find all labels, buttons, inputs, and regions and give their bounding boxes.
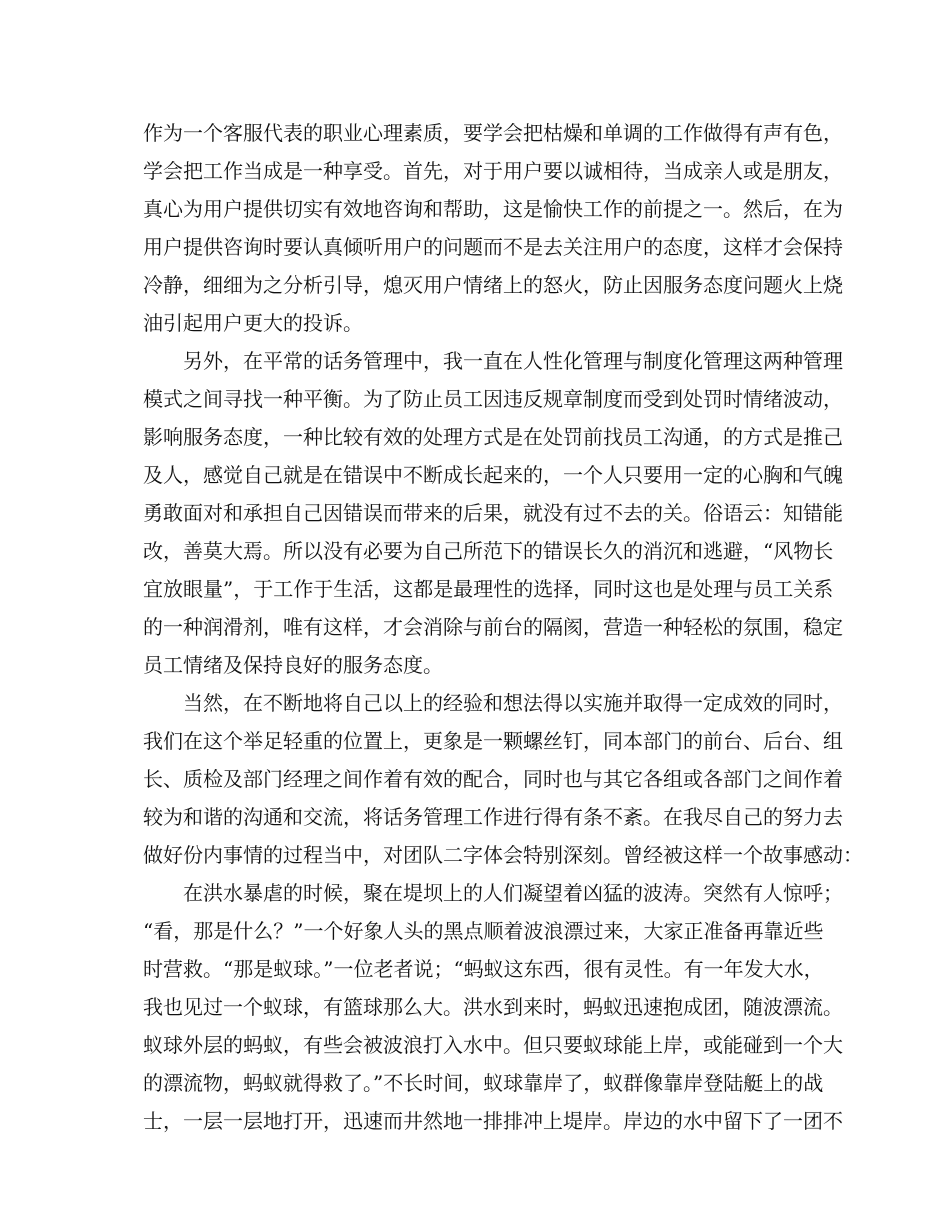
text-line: 的一种润滑剂，唯有这样，才会消除与前台的隔阂，营造一种轻松的氛围，稳定 — [143, 615, 843, 639]
text-line: 作为一个客服代表的职业心理素质，要学会把枯燥和单调的工作做得有声有色， — [143, 121, 843, 145]
text-line: 我也见过一个蚁球，有篮球那么大。洪水到来时，蚂蚁迅速抱成团，随波漂流。 — [143, 995, 843, 1019]
text-line: 模式之间寻找一种平衡。为了防止员工因违反规章制度而受到处罚时情绪波动， — [143, 387, 843, 411]
text-line: 油引起用户更大的投诉。 — [143, 311, 363, 335]
text-line: 我们在这个举足轻重的位置上，更象是一颗螺丝钉，同本部门的前台、后台、组 — [143, 729, 843, 753]
text-line: 士，一层一层地打开，迅速而井然地一排排冲上堤岸。岸边的水中留下了一团不 — [143, 1109, 843, 1133]
text-line: 真心为用户提供切实有效地咨询和帮助，这是愉快工作的前提之一。然后，在为 — [143, 197, 843, 221]
paragraph-first-line: 在洪水暴虐的时候，聚在堤坝上的人们凝望着凶猛的波涛。突然有人惊呼； — [183, 881, 843, 905]
paragraph-first-line: 当然，在不断地将自己以上的经验和想法得以实施并取得一定成效的同时， — [183, 691, 843, 715]
text-line: 冷静，细细为之分析引导，熄灭用户情绪上的怒火，防止因服务态度问题火上烧 — [143, 273, 843, 297]
text-line: 及人，感觉自己就是在错误中不断成长起来的，一个人只要用一定的心胸和气魄 — [143, 463, 843, 487]
paragraph-first-line: 另外，在平常的话务管理中，我一直在人性化管理与制度化管理这两种管理 — [183, 349, 843, 373]
text-line: 用户提供咨询时要认真倾听用户的问题而不是去关注用户的态度，这样才会保持 — [143, 235, 843, 259]
text-line: 学会把工作当成是一种享受。首先，对于用户要以诚相待，当成亲人或是朋友， — [143, 159, 843, 183]
text-line: 宜放眼量”，于工作于生活，这都是最理性的选择，同时这也是处理与员工关系 — [143, 577, 834, 601]
text-line: 做好份内事情的过程当中，对团队二字体会特别深刻。曾经被这样一个故事感动： — [143, 843, 863, 867]
text-line: 勇敢面对和承担自己因错误而带来的后果，就没有过不去的关。俗语云：知错能 — [143, 501, 843, 525]
text-line: 较为和谐的沟通和交流，将话务管理工作进行得有条不紊。在我尽自己的努力去 — [143, 805, 843, 829]
text-line: 影响服务态度，一种比较有效的处理方式是在处罚前找员工沟通，的方式是推己 — [143, 425, 843, 449]
text-line: 的漂流物，蚂蚁就得救了。”不长时间，蚁球靠岸了，蚁群像靠岸登陆艇上的战 — [143, 1071, 824, 1095]
text-line: “看，那是什么？”一个好象人头的黑点顺着波浪漂过来，大家正准备再靠近些 — [143, 919, 824, 943]
text-line: 员工情绪及保持良好的服务态度。 — [143, 653, 443, 677]
text-line: 蚁球外层的蚂蚁，有些会被波浪打入水中。但只要蚁球能上岸，或能碰到一个大 — [143, 1033, 843, 1057]
text-line: 长、质检及部门经理之间作着有效的配合，同时也与其它各组或各部门之间作着 — [143, 767, 843, 791]
text-line: 时营救。“那是蚁球。”一位老者说；“蚂蚁这东西，很有灵性。有一年发大水， — [143, 957, 824, 981]
text-line: 改，善莫大焉。所以没有必要为自己所范下的错误长久的消沉和逃避，“风物长 — [143, 539, 834, 563]
body-text — [143, 114, 863, 1140]
